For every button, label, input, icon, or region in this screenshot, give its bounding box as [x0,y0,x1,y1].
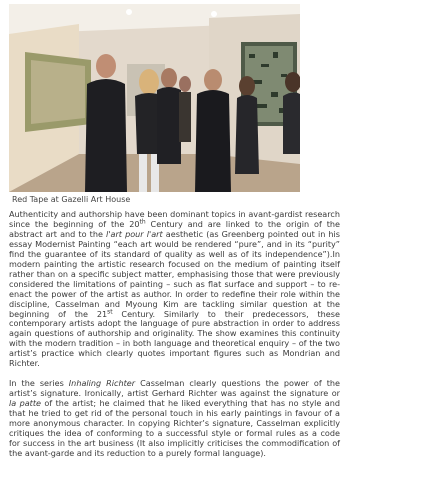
text-run: Century and are linked to the origin of the abstract art and to the [9,218,340,239]
gallery-scene [9,4,300,192]
image-caption: Red Tape at Gazelli Art House [12,195,131,204]
italic-term: la patte [9,398,42,409]
gallery-photo [9,4,300,192]
text-run: Authenticity and authorship have been dominant topics in avant-gardist research since the beginning of the 20 [9,209,340,229]
italic-title: Inhaling Richter [68,378,136,389]
text-run: aesthetic (as Greenberg pointed out in his essay Modernist Painting “each art would be rendered “pure”, and in its “purity” find the guarantee of its standard of quality as well as of its independence”).In modern painting the artistic research focused on the medium of painting itself rather than on a specific subject matter, emphasising those that were previously considered the limitations of painting – such as flat surface and support – to re-enact the power of the artist as author. In order to redefine their role within the discipline, Casselman and Myoung Kim are tackling similar question at the beginning of the 21 [9,228,341,319]
superscript: st [107,307,113,315]
text-run: In the series [9,378,69,389]
italic-term: l'art pour l'art [106,228,163,239]
article-paragraph [9,379,340,459]
text-run: of the artist; he claimed that he liked everything that has no style and that he tried to get rid of the personal touch in his early paintings in favour of a more anonymous character. In copying Richter’s signature, Casselman explicitly critiques the idea of conforming to a successful style or formal rules as a code for success in the art business (It also implicitly criticises the commodification of the avant-garde and its reduction to a purely formal language). [9,398,340,458]
superscript: th [139,218,146,226]
article-body [9,210,340,469]
article-paragraph [9,210,340,369]
text-run: Casselman clearly questions the power of the artist’s signature. Ironically, artist Gerhard Richter was against the signature or [9,378,340,399]
text-run: Century. Similarly to their predecessors, these contemporary artists adopt the language of pure abstraction in order to address again questions of authorship and originality. The show examines this continuity with the modern tradition – in both language and theoretical enquiry – of the two artist’s practice which clearly quotes important figures such as Mondrian and Richter. [9,308,340,369]
